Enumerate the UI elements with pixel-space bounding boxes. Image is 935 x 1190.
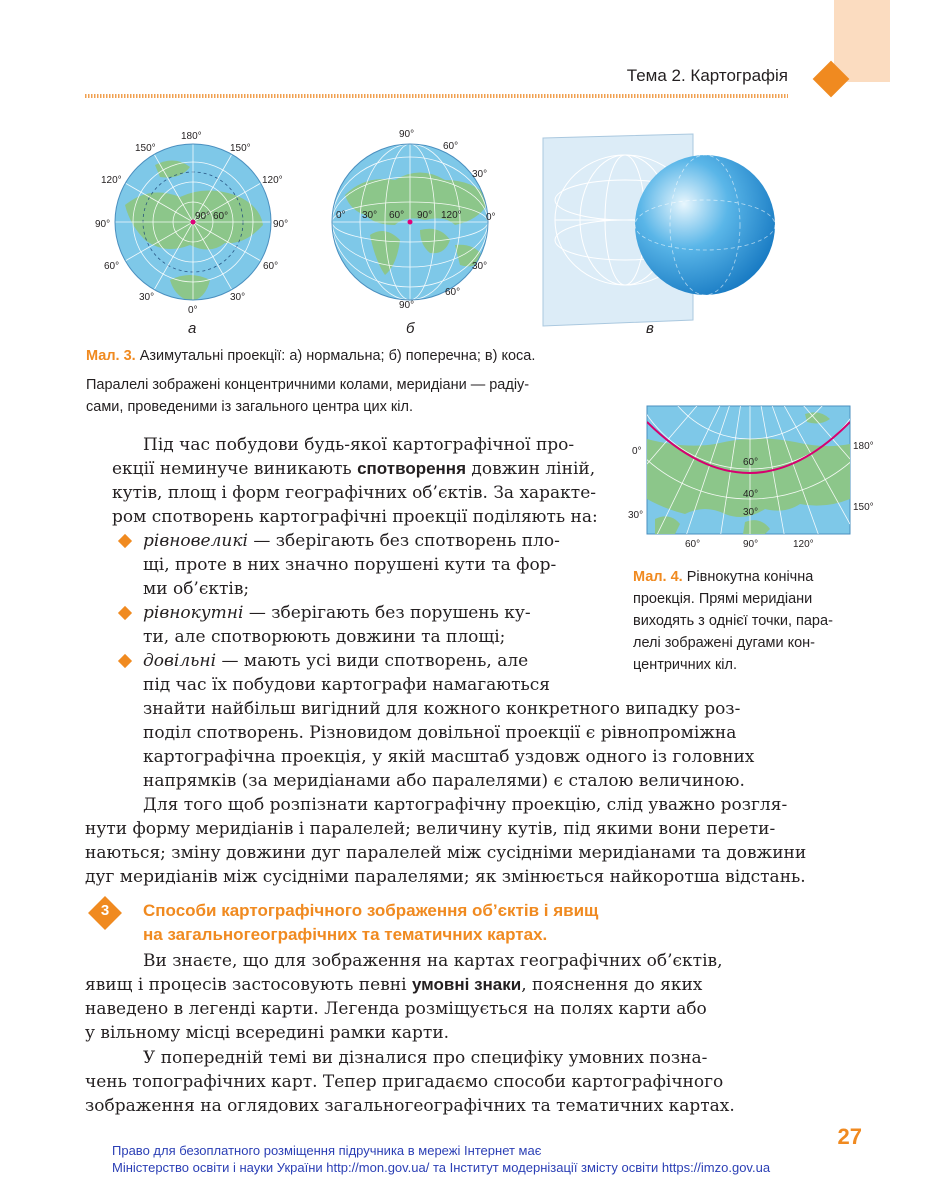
term-equal-area: рівновеликі bbox=[143, 531, 248, 551]
bullet-3-line: поділ спотворень. Різновидом довільної проекції є рівнопроміжна bbox=[143, 723, 737, 743]
term-distortion: спотворення bbox=[357, 459, 466, 478]
svg-text:120°: 120° bbox=[441, 210, 462, 221]
bullet-3-line: довільні — мають усі види спотворень, але bbox=[143, 651, 529, 671]
footer-notice bbox=[112, 1142, 770, 1176]
figure-3a-globe bbox=[95, 125, 295, 325]
term-conformal: рівнокутні bbox=[143, 603, 244, 623]
svg-text:120°: 120° bbox=[793, 539, 814, 550]
svg-text:40°: 40° bbox=[743, 489, 759, 500]
svg-text:60°: 60° bbox=[443, 141, 459, 152]
paragraph-4-line: У попередній темі ви дізналися про специфіку умовних позна- bbox=[143, 1048, 708, 1068]
paragraph-1-line: кутів, площ і форм географічних об’єктів. За характе- bbox=[112, 483, 597, 503]
svg-text:60°: 60° bbox=[685, 539, 701, 550]
svg-text:30°: 30° bbox=[743, 507, 759, 518]
svg-text:30°: 30° bbox=[230, 292, 246, 303]
corner-tab bbox=[834, 0, 890, 82]
bullet-diamond-icon bbox=[118, 534, 132, 548]
paragraph-2-line: наються; зміну довжини дуг паралелей між сусідніми меридіанами та довжини bbox=[85, 843, 807, 863]
svg-text:60°: 60° bbox=[263, 261, 279, 272]
term-arbitrary: довільні bbox=[143, 651, 217, 671]
svg-text:0°: 0° bbox=[188, 305, 198, 316]
svg-text:0°: 0° bbox=[336, 210, 346, 221]
term-symbols: умовні знаки bbox=[411, 975, 522, 994]
section-number: 3 bbox=[100, 902, 110, 919]
svg-text:90°: 90° bbox=[399, 129, 415, 140]
paragraph-2-line: нути форму меридіанів і паралелей; величину кутів, під якими вони перети- bbox=[85, 819, 776, 839]
header-dotted-rule bbox=[85, 94, 788, 98]
svg-text:150°: 150° bbox=[135, 143, 156, 154]
bullet-diamond-icon bbox=[118, 606, 132, 620]
paragraph-3-line: Ви знаєте, що для зображення на картах географічних об’єктів, bbox=[143, 951, 723, 971]
svg-text:120°: 120° bbox=[262, 175, 283, 186]
paragraph-2-line: Для того щоб розпізнати картографічну проекцію, слід уважно розгля- bbox=[143, 795, 788, 815]
svg-text:90°: 90° bbox=[743, 539, 759, 550]
page-number: 27 bbox=[837, 1124, 862, 1149]
figure-3-caption-text: Азимутальні проекції: а) нормальна; б) поперечна; в) коса. bbox=[139, 348, 536, 364]
footer-line: Право для безоплатного розміщення підручника в мережі Інтернет має bbox=[112, 1143, 542, 1158]
bullet-diamond-icon bbox=[118, 654, 132, 668]
svg-text:30°: 30° bbox=[472, 169, 488, 180]
svg-text:180°: 180° bbox=[853, 441, 874, 452]
paragraph-4-line: зображення на оглядових загальногеографічних та тематичних картах. bbox=[85, 1096, 735, 1116]
svg-text:30°: 30° bbox=[628, 510, 644, 521]
paragraph-4-line: чень топографічних карт. Тепер пригадаємо способи картографічного bbox=[85, 1072, 724, 1092]
svg-text:30°: 30° bbox=[139, 292, 155, 303]
figure-3a-letter: а bbox=[188, 320, 197, 337]
svg-text:0°: 0° bbox=[632, 446, 642, 457]
svg-text:60°: 60° bbox=[213, 211, 229, 222]
figure-3-note-line: Паралелі зображені концентричними колами, меридіани — радіу- bbox=[86, 377, 530, 393]
figure-3c-letter: в bbox=[646, 320, 654, 337]
paragraph-3-line: у вільному місці всередині рамки карти. bbox=[85, 1023, 450, 1043]
svg-text:30°: 30° bbox=[362, 210, 378, 221]
svg-text:90°: 90° bbox=[95, 219, 111, 230]
figure-3c-oblique-illustration bbox=[535, 130, 780, 330]
paragraph-1-line: екції неминуче виникають спотворення довжин ліній, bbox=[112, 459, 596, 479]
bullet-3-line: картографічна проекція, у якій масштаб уздовж одного із головних bbox=[143, 747, 755, 767]
svg-text:120°: 120° bbox=[101, 175, 122, 186]
bullet-1-line: щі, проте в них значно порушені кути та фор- bbox=[143, 555, 557, 575]
svg-text:150°: 150° bbox=[853, 502, 874, 513]
svg-text:60°: 60° bbox=[389, 210, 405, 221]
svg-text:60°: 60° bbox=[445, 287, 461, 298]
svg-text:0°: 0° bbox=[486, 212, 496, 223]
paragraph-1-line: Під час побудови будь-якої картографічної про- bbox=[143, 435, 575, 455]
figure-3-caption-label: Мал. 3. bbox=[86, 348, 136, 364]
svg-text:30°: 30° bbox=[472, 261, 488, 272]
bullet-2-line: ти, але спотворюють довжини та площі; bbox=[143, 627, 506, 647]
svg-text:60°: 60° bbox=[104, 261, 120, 272]
figure-4-caption: Мал. 4. Рівнокутна конічна проекція. Прямі меридіани виходять з однієї точки, пара- лелі зображені дугами кон- центричних кіл. bbox=[633, 569, 833, 673]
figure-4-conic-map bbox=[625, 404, 880, 554]
bullet-3-line: під час їх побудови картографи намагаються bbox=[143, 675, 550, 695]
figure-3b-globe bbox=[325, 125, 515, 325]
footer-line: Міністерство освіти і науки України http://mon.gov.ua/ та Інститут модернізації змісту освіти https://imzo.gov.ua bbox=[112, 1160, 771, 1175]
bullet-2-line: рівнокутні — зберігають без порушень ку- bbox=[143, 603, 531, 623]
paragraph-2-line: дуг меридіанів між сусідніми паралелями; як змінюється найкоротша відстань. bbox=[85, 867, 806, 887]
paragraph-1-line: ром спотворень картографічні проекції поділяють на: bbox=[112, 507, 598, 527]
figure-3-caption bbox=[86, 345, 646, 367]
figure-4-caption-label: Мал. 4. bbox=[633, 569, 683, 585]
figure-3-note bbox=[86, 374, 626, 418]
figure-3-note-line: сами, проведеними із загального центра цих кіл. bbox=[86, 399, 413, 415]
svg-text:90°: 90° bbox=[195, 211, 211, 222]
bullet-1-line: рівновеликі — зберігають без спотворень пло- bbox=[143, 531, 560, 551]
svg-text:150°: 150° bbox=[230, 143, 251, 154]
paragraph-3-line: наведено в легенді карти. Легенда розміщується на полях карти або bbox=[85, 999, 707, 1019]
section-title: Способи картографічного зображення об’єктів і явищ на загальногеографічних та тематичних картах. bbox=[143, 901, 599, 944]
paragraph-3-line: явищ і процесів застосовують певні умовні знаки, пояснення до яких bbox=[85, 975, 703, 995]
svg-text:90°: 90° bbox=[273, 219, 289, 230]
svg-text:60°: 60° bbox=[743, 457, 759, 468]
svg-text:90°: 90° bbox=[399, 300, 415, 311]
bullet-3-line: напрямків (за меридіанами або паралелями) є сталою величиною. bbox=[143, 771, 745, 791]
svg-text:90°: 90° bbox=[417, 210, 433, 221]
bullet-1-line: ми об’єктів; bbox=[143, 579, 250, 599]
bullet-3-line: знайти найбільш вигідний для кожного конкретного випадку роз- bbox=[143, 699, 741, 719]
figure-3b-letter: б bbox=[406, 320, 415, 337]
fig3a-label-180: 180° bbox=[181, 131, 202, 142]
topic-title: Тема 2. Картографія bbox=[626, 66, 788, 85]
